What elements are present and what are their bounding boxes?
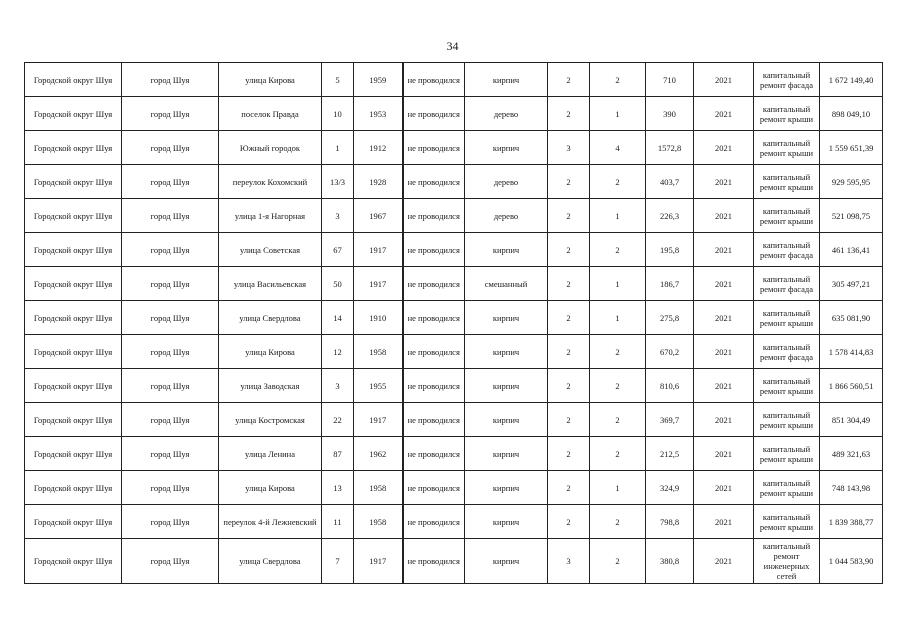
- house-number-cell: 87: [322, 437, 354, 471]
- cost-cell: 929 595,95: [820, 165, 883, 199]
- entrances-cell: 2: [590, 165, 646, 199]
- settlement-cell: город Шуя: [122, 471, 219, 505]
- municipality-cell: Городской округ Шуя: [25, 335, 122, 369]
- entrances-cell: 1: [590, 267, 646, 301]
- municipality-cell: Городской округ Шуя: [25, 63, 122, 97]
- municipality-cell: Городской округ Шуя: [25, 403, 122, 437]
- last-repair-cell: не проводился: [403, 233, 465, 267]
- table-row: [25, 267, 883, 301]
- cost-cell: 1 839 388,77: [820, 505, 883, 539]
- plan-year-cell: 2021: [694, 267, 754, 301]
- house-number-cell: 11: [322, 505, 354, 539]
- table-row: [25, 301, 883, 335]
- municipality-cell: Городской округ Шуя: [25, 505, 122, 539]
- house-number-cell: 14: [322, 301, 354, 335]
- area-cell: 212,5: [646, 437, 694, 471]
- entrances-cell: 1: [590, 97, 646, 131]
- municipality-cell: Городской округ Шуя: [25, 301, 122, 335]
- settlement-cell: город Шуя: [122, 369, 219, 403]
- floors-cell: 2: [548, 97, 590, 131]
- floors-cell: 2: [548, 335, 590, 369]
- floors-cell: 2: [548, 471, 590, 505]
- floors-cell: 2: [548, 233, 590, 267]
- street-cell: улица Костромская: [219, 403, 322, 437]
- area-cell: 195,8: [646, 233, 694, 267]
- cost-cell: 489 321,63: [820, 437, 883, 471]
- wall-material-cell: дерево: [465, 199, 548, 233]
- floors-cell: 2: [548, 267, 590, 301]
- area-cell: 380,8: [646, 539, 694, 584]
- work-type-cell: капитальный ремонт фасада: [754, 63, 820, 97]
- municipality-cell: Городской округ Шуя: [25, 539, 122, 584]
- wall-material-cell: кирпич: [465, 437, 548, 471]
- municipality-cell: Городской округ Шуя: [25, 131, 122, 165]
- municipality-cell: Городской округ Шуя: [25, 471, 122, 505]
- settlement-cell: город Шуя: [122, 165, 219, 199]
- year-built-cell: 1955: [354, 369, 403, 403]
- house-number-cell: 67: [322, 233, 354, 267]
- floors-cell: 2: [548, 301, 590, 335]
- cost-cell: 1 559 651,39: [820, 131, 883, 165]
- settlement-cell: город Шуя: [122, 199, 219, 233]
- house-number-cell: 22: [322, 403, 354, 437]
- last-repair-cell: не проводился: [403, 403, 465, 437]
- floors-cell: 2: [548, 505, 590, 539]
- table-row: [25, 437, 883, 471]
- area-cell: 710: [646, 63, 694, 97]
- settlement-cell: город Шуя: [122, 505, 219, 539]
- table-row: [25, 165, 883, 199]
- street-cell: улица Советская: [219, 233, 322, 267]
- settlement-cell: город Шуя: [122, 539, 219, 584]
- house-number-cell: 7: [322, 539, 354, 584]
- settlement-cell: город Шуя: [122, 233, 219, 267]
- street-cell: улица Свердлова: [219, 301, 322, 335]
- wall-material-cell: кирпич: [465, 471, 548, 505]
- wall-material-cell: смешанный: [465, 267, 548, 301]
- municipality-cell: Городской округ Шуя: [25, 233, 122, 267]
- floors-cell: 3: [548, 539, 590, 584]
- settlement-cell: город Шуя: [122, 437, 219, 471]
- house-number-cell: 10: [322, 97, 354, 131]
- street-cell: Южный городок: [219, 131, 322, 165]
- entrances-cell: 2: [590, 63, 646, 97]
- year-built-cell: 1917: [354, 233, 403, 267]
- cost-cell: 1 672 149,40: [820, 63, 883, 97]
- cost-cell: 748 143,98: [820, 471, 883, 505]
- area-cell: 390: [646, 97, 694, 131]
- work-type-cell: капитальный ремонт крыши: [754, 505, 820, 539]
- area-cell: 403,7: [646, 165, 694, 199]
- year-built-cell: 1958: [354, 471, 403, 505]
- settlement-cell: город Шуя: [122, 97, 219, 131]
- entrances-cell: 1: [590, 471, 646, 505]
- last-repair-cell: не проводился: [403, 437, 465, 471]
- area-cell: 1572,8: [646, 131, 694, 165]
- work-type-cell: капитальный ремонт крыши: [754, 301, 820, 335]
- work-type-cell: капитальный ремонт крыши: [754, 403, 820, 437]
- work-type-cell: капитальный ремонт фасада: [754, 267, 820, 301]
- floors-cell: 2: [548, 63, 590, 97]
- street-cell: переулок Кохомский: [219, 165, 322, 199]
- wall-material-cell: кирпич: [465, 131, 548, 165]
- area-cell: 275,8: [646, 301, 694, 335]
- plan-year-cell: 2021: [694, 369, 754, 403]
- house-number-cell: 5: [322, 63, 354, 97]
- house-number-cell: 3: [322, 199, 354, 233]
- year-built-cell: 1912: [354, 131, 403, 165]
- last-repair-cell: не проводился: [403, 199, 465, 233]
- municipality-cell: Городской округ Шуя: [25, 97, 122, 131]
- entrances-cell: 1: [590, 199, 646, 233]
- work-type-cell: капитальный ремонт инженерных сетей: [754, 539, 820, 584]
- work-type-cell: капитальный ремонт крыши: [754, 437, 820, 471]
- street-cell: переулок 4-й Лежневский: [219, 505, 322, 539]
- table-row: [25, 505, 883, 539]
- house-number-cell: 3: [322, 369, 354, 403]
- settlement-cell: город Шуя: [122, 131, 219, 165]
- work-type-cell: капитальный ремонт фасада: [754, 233, 820, 267]
- street-cell: поселок Правда: [219, 97, 322, 131]
- house-number-cell: 12: [322, 335, 354, 369]
- cost-cell: 461 136,41: [820, 233, 883, 267]
- wall-material-cell: кирпич: [465, 233, 548, 267]
- work-type-cell: капитальный ремонт крыши: [754, 131, 820, 165]
- house-number-cell: 1: [322, 131, 354, 165]
- work-type-cell: капитальный ремонт крыши: [754, 199, 820, 233]
- floors-cell: 2: [548, 369, 590, 403]
- plan-year-cell: 2021: [694, 199, 754, 233]
- street-cell: улица 1-я Нагорная: [219, 199, 322, 233]
- cost-cell: 851 304,49: [820, 403, 883, 437]
- settlement-cell: город Шуя: [122, 335, 219, 369]
- area-cell: 798,8: [646, 505, 694, 539]
- plan-year-cell: 2021: [694, 165, 754, 199]
- cost-cell: 635 081,90: [820, 301, 883, 335]
- page-number: 34: [446, 39, 459, 53]
- street-cell: улица Ленина: [219, 437, 322, 471]
- street-cell: улица Заводская: [219, 369, 322, 403]
- street-cell: улица Васильевская: [219, 267, 322, 301]
- entrances-cell: 2: [590, 437, 646, 471]
- table-row: [25, 369, 883, 403]
- cost-cell: 1 578 414,83: [820, 335, 883, 369]
- table-row: [25, 539, 883, 584]
- work-type-cell: капитальный ремонт крыши: [754, 369, 820, 403]
- year-built-cell: 1910: [354, 301, 403, 335]
- last-repair-cell: не проводился: [403, 97, 465, 131]
- table-row: [25, 97, 883, 131]
- last-repair-cell: не проводился: [403, 471, 465, 505]
- wall-material-cell: кирпич: [465, 403, 548, 437]
- entrances-cell: 2: [590, 539, 646, 584]
- work-type-cell: капитальный ремонт крыши: [754, 165, 820, 199]
- year-built-cell: 1967: [354, 199, 403, 233]
- table-row: [25, 335, 883, 369]
- settlement-cell: город Шуя: [122, 301, 219, 335]
- cost-cell: 305 497,21: [820, 267, 883, 301]
- year-built-cell: 1962: [354, 437, 403, 471]
- municipality-cell: Городской округ Шуя: [25, 369, 122, 403]
- area-cell: 369,7: [646, 403, 694, 437]
- last-repair-cell: не проводился: [403, 539, 465, 584]
- plan-year-cell: 2021: [694, 471, 754, 505]
- year-built-cell: 1958: [354, 335, 403, 369]
- wall-material-cell: кирпич: [465, 539, 548, 584]
- entrances-cell: 2: [590, 505, 646, 539]
- wall-material-cell: кирпич: [465, 301, 548, 335]
- year-built-cell: 1917: [354, 403, 403, 437]
- table-row: [25, 233, 883, 267]
- wall-material-cell: дерево: [465, 165, 548, 199]
- year-built-cell: 1953: [354, 97, 403, 131]
- street-cell: улица Кирова: [219, 63, 322, 97]
- plan-year-cell: 2021: [694, 437, 754, 471]
- area-cell: 226,3: [646, 199, 694, 233]
- floors-cell: 3: [548, 131, 590, 165]
- settlement-cell: город Шуя: [122, 63, 219, 97]
- table-body: [25, 63, 883, 584]
- last-repair-cell: не проводился: [403, 63, 465, 97]
- plan-year-cell: 2021: [694, 505, 754, 539]
- plan-year-cell: 2021: [694, 301, 754, 335]
- municipality-cell: Городской округ Шуя: [25, 165, 122, 199]
- table-row: [25, 403, 883, 437]
- floors-cell: 2: [548, 165, 590, 199]
- year-built-cell: 1917: [354, 539, 403, 584]
- area-cell: 810,6: [646, 369, 694, 403]
- year-built-cell: 1959: [354, 63, 403, 97]
- table-row: [25, 63, 883, 97]
- last-repair-cell: не проводился: [403, 335, 465, 369]
- plan-year-cell: 2021: [694, 539, 754, 584]
- area-cell: 324,9: [646, 471, 694, 505]
- table-row: [25, 131, 883, 165]
- last-repair-cell: не проводился: [403, 131, 465, 165]
- plan-year-cell: 2021: [694, 335, 754, 369]
- wall-material-cell: кирпич: [465, 505, 548, 539]
- municipality-cell: Городской округ Шуя: [25, 437, 122, 471]
- entrances-cell: 2: [590, 233, 646, 267]
- work-type-cell: капитальный ремонт крыши: [754, 97, 820, 131]
- table-row: [25, 471, 883, 505]
- repair-registry-table: [24, 62, 883, 584]
- house-number-cell: 13/3: [322, 165, 354, 199]
- wall-material-cell: кирпич: [465, 369, 548, 403]
- floors-cell: 2: [548, 437, 590, 471]
- municipality-cell: Городской округ Шуя: [25, 199, 122, 233]
- entrances-cell: 2: [590, 403, 646, 437]
- last-repair-cell: не проводился: [403, 369, 465, 403]
- work-type-cell: капитальный ремонт фасада: [754, 335, 820, 369]
- plan-year-cell: 2021: [694, 403, 754, 437]
- area-cell: 186,7: [646, 267, 694, 301]
- street-cell: улица Кирова: [219, 335, 322, 369]
- work-type-cell: капитальный ремонт крыши: [754, 471, 820, 505]
- street-cell: улица Свердлова: [219, 539, 322, 584]
- house-number-cell: 13: [322, 471, 354, 505]
- plan-year-cell: 2021: [694, 233, 754, 267]
- settlement-cell: город Шуя: [122, 403, 219, 437]
- entrances-cell: 2: [590, 369, 646, 403]
- table-row: [25, 199, 883, 233]
- last-repair-cell: не проводился: [403, 505, 465, 539]
- wall-material-cell: кирпич: [465, 63, 548, 97]
- last-repair-cell: не проводился: [403, 267, 465, 301]
- plan-year-cell: 2021: [694, 97, 754, 131]
- year-built-cell: 1917: [354, 267, 403, 301]
- cost-cell: 1 866 560,51: [820, 369, 883, 403]
- last-repair-cell: не проводился: [403, 301, 465, 335]
- house-number-cell: 50: [322, 267, 354, 301]
- street-cell: улица Кирова: [219, 471, 322, 505]
- plan-year-cell: 2021: [694, 131, 754, 165]
- municipality-cell: Городской округ Шуя: [25, 267, 122, 301]
- entrances-cell: 2: [590, 335, 646, 369]
- wall-material-cell: кирпич: [465, 335, 548, 369]
- year-built-cell: 1928: [354, 165, 403, 199]
- cost-cell: 898 049,10: [820, 97, 883, 131]
- settlement-cell: город Шуя: [122, 267, 219, 301]
- floors-cell: 2: [548, 403, 590, 437]
- area-cell: 670,2: [646, 335, 694, 369]
- year-built-cell: 1958: [354, 505, 403, 539]
- cost-cell: 1 044 583,90: [820, 539, 883, 584]
- cost-cell: 521 098,75: [820, 199, 883, 233]
- wall-material-cell: дерево: [465, 97, 548, 131]
- plan-year-cell: 2021: [694, 63, 754, 97]
- last-repair-cell: не проводился: [403, 165, 465, 199]
- entrances-cell: 4: [590, 131, 646, 165]
- entrances-cell: 1: [590, 301, 646, 335]
- floors-cell: 2: [548, 199, 590, 233]
